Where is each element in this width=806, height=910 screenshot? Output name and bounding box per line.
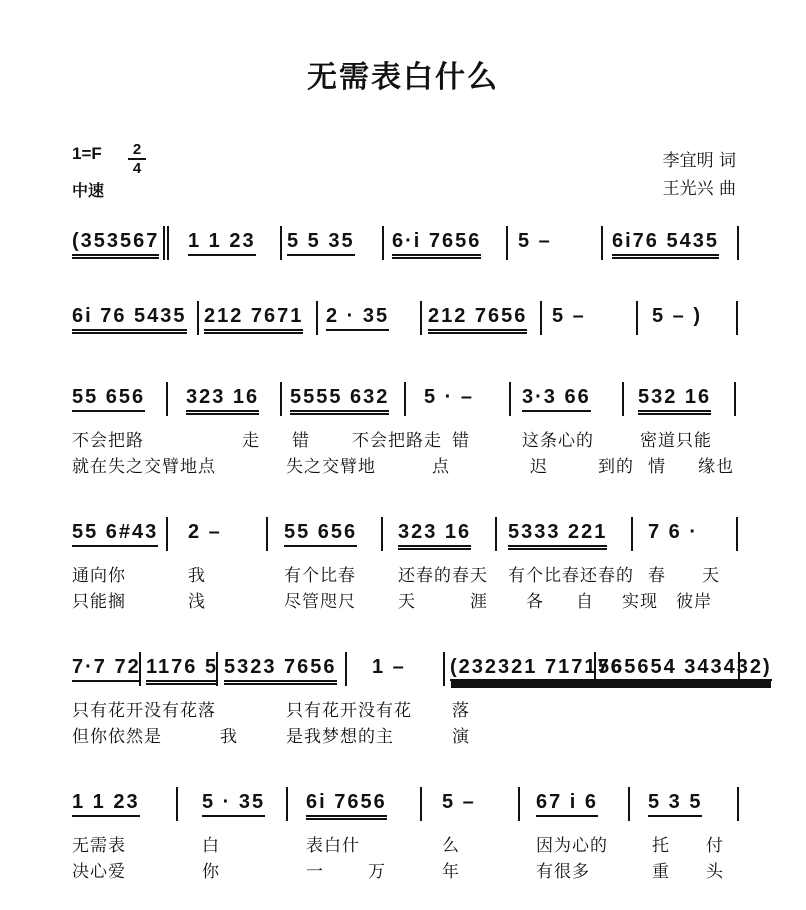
measure-notes: 5333 221: [508, 521, 607, 550]
measure-notes: 5 –: [442, 791, 476, 813]
lyric-verse-1: 因为心的: [536, 836, 608, 856]
time-signature-bottom: 4: [132, 160, 142, 177]
lyric-verse-1: 无需表: [72, 836, 126, 856]
barline: [404, 382, 406, 416]
lyric-verse-1: 落: [452, 701, 470, 721]
time-signature-top: 2: [132, 141, 142, 158]
lyricist-credit: 李宜明 词: [662, 151, 736, 171]
lyric-verse-2: 情: [648, 457, 666, 477]
lyric-verse-1: 表白什: [306, 836, 360, 856]
measure-notes: 67 i 6: [536, 791, 598, 817]
measure-notes: 1 –: [372, 656, 406, 678]
barline: [316, 301, 318, 335]
lyric-verse-2: 实现: [622, 592, 658, 612]
notes-line: [0, 513, 806, 553]
measure-notes: 2 · 35: [326, 305, 389, 331]
measure-notes: 1 1 23: [72, 791, 140, 817]
lyric-verse-2: 决心爱: [72, 862, 126, 882]
measure-notes: 5 3 5: [648, 791, 702, 817]
lyric-verse-1: 错: [292, 431, 310, 451]
barline: [197, 301, 199, 335]
lyric-verse-2: 头: [706, 862, 724, 882]
barline: [420, 301, 422, 335]
measure-notes: 212 7656: [428, 305, 527, 334]
time-signature: [128, 142, 146, 176]
barline: [420, 787, 422, 821]
measure-notes: 5 · 35: [202, 791, 265, 817]
lyric-verse-2: 尽管咫尺: [284, 592, 356, 612]
lyric-verse-1: 托: [652, 836, 670, 856]
lyric-verse-2: 但你依然是: [72, 727, 162, 747]
lyric-verse-2: 浅: [188, 592, 206, 612]
lyric-verse-2: 到的: [598, 457, 634, 477]
key-signature: 1=F: [72, 144, 102, 163]
lyric-verse-2: 演: [452, 727, 470, 747]
barline: [163, 226, 165, 260]
notes-line: [0, 222, 806, 262]
lyric-verse-2: 你: [202, 862, 220, 882]
barline: [443, 652, 445, 686]
barline: [628, 787, 630, 821]
lyric-verse-1: 不会把路: [72, 431, 144, 451]
measure-notes: 5 5 35: [287, 230, 355, 256]
barline: [495, 517, 497, 551]
measure-notes: 2 –: [188, 521, 222, 543]
measure-notes: 55 6#43: [72, 521, 158, 547]
barline: [736, 301, 738, 335]
lyric-verse-2: 万: [368, 862, 386, 882]
barline: [176, 787, 178, 821]
barline: [166, 517, 168, 551]
lyric-verse-1: 付: [706, 836, 724, 856]
barline: [345, 652, 347, 686]
measure-notes: 5323 7656: [224, 656, 337, 685]
lyric-verse-2: 各: [526, 592, 544, 612]
lyric-verse-1: 有个比春: [284, 566, 356, 586]
barline: [737, 787, 739, 821]
barline: [280, 382, 282, 416]
tempo-marking: 中速: [72, 181, 105, 200]
barline: [382, 226, 384, 260]
lyric-verse-2: 只能搁: [72, 592, 126, 612]
lyric-verse-1: 这条心的: [522, 431, 594, 451]
composer-credit: 王光兴 曲: [662, 179, 736, 199]
measure-notes: 55 656: [284, 521, 357, 547]
barline: [167, 226, 169, 260]
measure-notes: 5 –: [552, 305, 586, 327]
measure-notes: 55 656: [72, 386, 145, 412]
measure-notes: 212 7671: [204, 305, 303, 334]
lyric-verse-2: 失之交臂地: [286, 457, 376, 477]
barline: [509, 382, 511, 416]
lyric-verse-2: 自: [576, 592, 594, 612]
barline: [736, 517, 738, 551]
measure-notes: 6i76 5435: [612, 230, 719, 259]
lyric-verse-2: 涯: [470, 592, 488, 612]
notes-line: [0, 378, 806, 418]
barline: [280, 226, 282, 260]
lyric-verse-2: 天: [398, 592, 416, 612]
notes-line: [0, 648, 806, 688]
lyric-verse-1: 只有花开没有花落: [72, 701, 216, 721]
song-title: 无需表白什么: [307, 60, 499, 95]
lyric-verse-1: 密道只能: [640, 431, 712, 451]
lyric-verse-1: 错: [452, 431, 470, 451]
lyric-verse-2: 缘也: [698, 457, 734, 477]
measure-notes: 6i 76 5435: [72, 305, 187, 334]
barline: [166, 382, 168, 416]
barline: [506, 226, 508, 260]
measure-notes: 6·i 7656: [392, 230, 481, 259]
measure-notes: 532 16: [638, 386, 711, 415]
notes-line: [0, 783, 806, 823]
measure-notes: (353567: [72, 230, 159, 259]
lyric-verse-1: 只有花开没有花: [286, 701, 412, 721]
lyric-verse-1: 有个比春还春的: [508, 566, 634, 586]
measure-notes: 7 6 ·: [648, 521, 699, 543]
measure-notes: 1176 5: [146, 656, 218, 685]
measure-notes: 7·7 72: [72, 656, 141, 682]
measure-notes: 3·3 66: [522, 386, 591, 412]
lyric-verse-1: 我: [188, 566, 206, 586]
measure-notes: 6i 7656: [306, 791, 387, 820]
lyric-verse-2: 是我梦想的主: [286, 727, 394, 747]
lyric-verse-1: 么: [442, 836, 460, 856]
measure-notes: 5 – ): [652, 305, 703, 327]
lyric-verse-1: 通向你: [72, 566, 126, 586]
lyric-verse-1: 天: [702, 566, 720, 586]
barline: [636, 301, 638, 335]
lyric-verse-2: 就在失之交臂地点: [72, 457, 216, 477]
lyric-verse-2: 重: [652, 862, 670, 882]
barline: [622, 382, 624, 416]
barline: [631, 517, 633, 551]
lyric-verse-2: 点: [432, 457, 450, 477]
measure-notes: 565654 343432): [598, 656, 772, 681]
measure-notes: (232321 717176: [450, 656, 624, 681]
barline: [601, 226, 603, 260]
barline: [737, 226, 739, 260]
barline: [518, 787, 520, 821]
measure-notes: 323 16: [398, 521, 471, 550]
lyric-verse-1: 还春的春天: [398, 566, 488, 586]
barline: [286, 787, 288, 821]
barline: [266, 517, 268, 551]
measure-notes: 323 16: [186, 386, 259, 415]
measure-notes: 5555 632: [290, 386, 389, 415]
barline: [734, 382, 736, 416]
barline: [540, 301, 542, 335]
notes-line: [0, 297, 806, 337]
lyric-verse-2: 有很多: [536, 862, 590, 882]
measure-notes: 5 –: [518, 230, 552, 252]
measure-notes: 5 · –: [424, 386, 475, 408]
lyric-verse-2: 年: [442, 862, 460, 882]
lyric-verse-1: 春: [648, 566, 666, 586]
barline: [381, 517, 383, 551]
lyric-verse-2: 我: [220, 727, 238, 747]
lyric-verse-1: 不会把路走: [352, 431, 442, 451]
lyric-verse-2: 彼岸: [676, 592, 712, 612]
measure-notes: 1 1 23: [188, 230, 256, 256]
lyric-verse-2: 一: [306, 862, 324, 882]
lyric-verse-1: 走: [242, 431, 260, 451]
lyric-verse-1: 白: [202, 836, 220, 856]
lyric-verse-2: 迟: [530, 457, 548, 477]
